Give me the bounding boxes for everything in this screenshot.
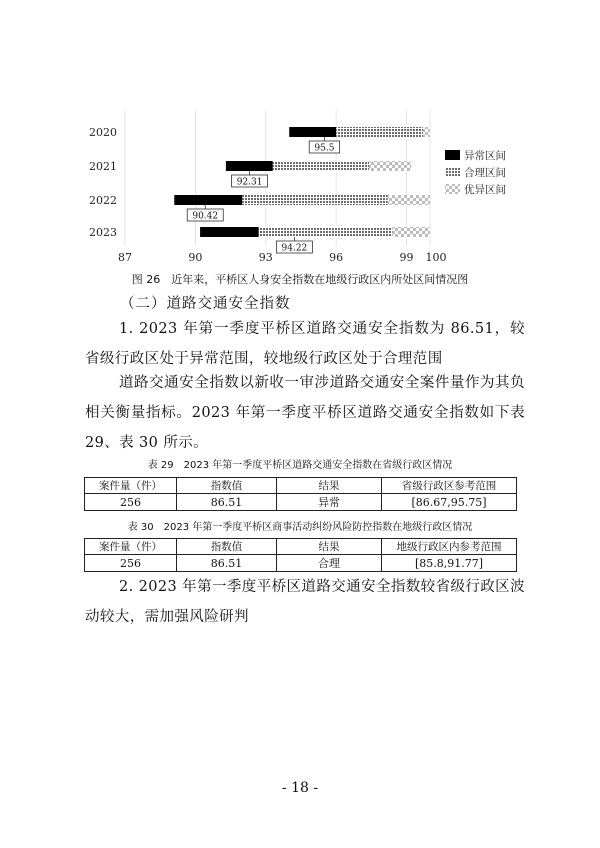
- bar-segment: [242, 195, 387, 205]
- cell-result: 异常: [277, 494, 382, 511]
- header-reference-range: 地级行政区内参考范围: [382, 539, 517, 555]
- x-tick-label: 96: [329, 251, 344, 264]
- y-tick-label: 2022: [89, 194, 117, 207]
- table-30-caption: 表 30 2023 年第一季度平桥区商事活动纠纷风险防控指数在地级行政区情况: [127, 522, 473, 533]
- header-case-count: 案件量（件）: [85, 539, 177, 555]
- bar-segment: [259, 227, 393, 237]
- table-30: [84, 538, 517, 572]
- header-index-value: 指数值: [177, 478, 277, 494]
- cell-index-value: 86.51: [177, 494, 277, 511]
- x-tick-label: 99: [399, 251, 414, 264]
- x-tick-label: 90: [188, 251, 203, 264]
- table-row: [85, 555, 517, 572]
- cell-index-value: 86.51: [177, 555, 277, 572]
- legend-label: 异常区间: [464, 150, 506, 162]
- bar-segment: [226, 161, 273, 171]
- legend-label: 优异区间: [464, 184, 506, 196]
- bar-segment: [423, 127, 430, 137]
- cell-case-count: 256: [85, 494, 177, 511]
- data-label: 90.42: [192, 211, 219, 222]
- cell-reference-range: [86.67,95.75]: [382, 494, 517, 511]
- table-header-row: [85, 539, 517, 555]
- paragraph-3: 2. 2023 年第一季度平桥区道路交通安全指数较省级行政区波动较大，需加强风险研判: [85, 579, 525, 625]
- bar-segment: [289, 127, 336, 137]
- x-tick-label: 100: [425, 251, 447, 264]
- figure-caption: 图 26 近年来，平桥区人身安全指数在地级行政区内所处区间情况图: [131, 273, 469, 286]
- header-result: 结果: [277, 539, 382, 555]
- legend-swatch: [445, 167, 460, 177]
- cell-reference-range: [85.8,91.77]: [382, 555, 517, 572]
- legend-label: 合理区间: [464, 167, 506, 179]
- table-29: [84, 477, 517, 511]
- range-chart-svg: [89, 108, 535, 268]
- data-label: 94.22: [281, 243, 308, 254]
- bar-segment: [200, 227, 259, 237]
- header-index-value: 指数值: [177, 539, 277, 555]
- x-tick-label: 93: [258, 251, 273, 264]
- table-header-row: [85, 478, 517, 494]
- data-label: 95.5: [314, 143, 335, 154]
- y-tick-label: 2023: [89, 226, 117, 239]
- table-29-caption: 表 29 2023 年第一季度平桥区道路交通安全指数在省级行政区情况: [147, 460, 453, 471]
- page-number: - 18 -: [281, 780, 319, 796]
- x-tick-label: 87: [118, 251, 132, 264]
- cell-case-count: 256: [85, 555, 177, 572]
- bar-segment: [388, 195, 430, 205]
- cell-result: 合理: [277, 555, 382, 572]
- bar-segment: [273, 161, 369, 171]
- range-chart: [89, 108, 535, 268]
- legend-swatch: [445, 184, 460, 194]
- legend-swatch: [445, 150, 460, 160]
- bar-segment: [336, 127, 423, 137]
- y-tick-label: 2020: [89, 126, 117, 139]
- bar-segment: [369, 161, 411, 171]
- table-row: [85, 494, 517, 511]
- section-heading: （二）道路交通安全指数: [120, 296, 291, 312]
- header-reference-range: 省级行政区参考范围: [382, 478, 517, 494]
- bar-segment: [392, 227, 430, 237]
- y-tick-label: 2021: [89, 160, 117, 173]
- paragraph-1: 1. 2023 年第一季度平桥区道路交通安全指数为 86.51，较省级行政区处于异常范围，较地级行政区处于合理范围: [85, 321, 525, 367]
- paragraph-2: 道路交通安全指数以新收一审涉道路交通安全案件量作为其负相关衡量指标。2023 年第一季度平桥区道路交通安全指数如下表 29、表 30 所示。: [85, 375, 525, 451]
- data-label: 92.31: [236, 177, 263, 188]
- header-case-count: 案件量（件）: [85, 478, 177, 494]
- bar-segment: [174, 195, 242, 205]
- header-result: 结果: [277, 478, 382, 494]
